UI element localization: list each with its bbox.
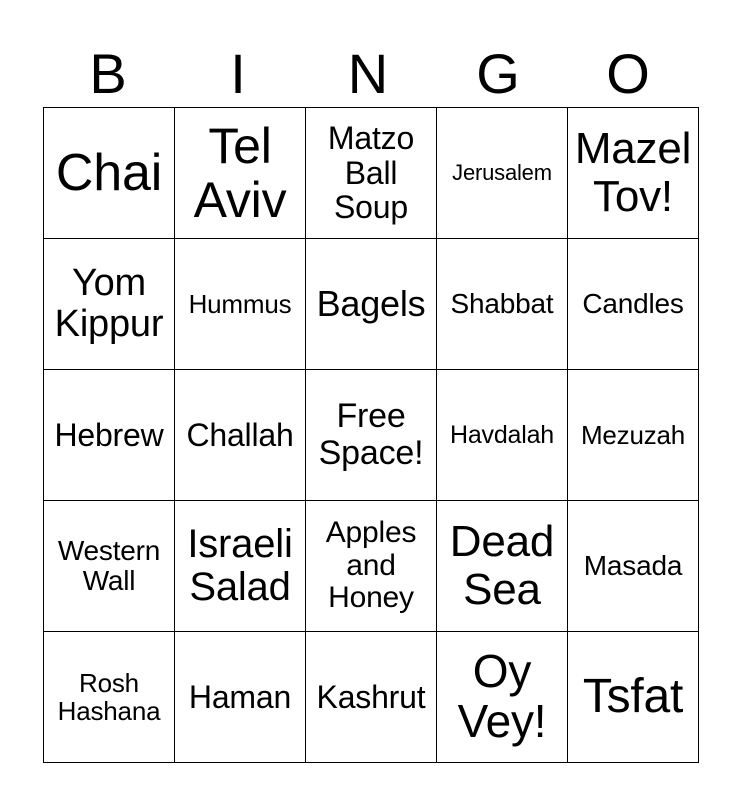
bingo-cell[interactable] <box>175 632 306 763</box>
cell-label: Tel Aviv <box>193 118 287 228</box>
bingo-cell[interactable] <box>568 370 699 501</box>
cell-label: Mezuzah <box>580 419 686 450</box>
bingo-cell[interactable] <box>568 108 699 239</box>
bingo-cell[interactable] <box>437 501 568 632</box>
bingo-cell[interactable] <box>437 632 568 763</box>
cell-label: Havdalah <box>449 420 555 449</box>
bingo-cell[interactable] <box>175 370 306 501</box>
bingo-cell[interactable] <box>437 239 568 370</box>
cell-label: Shabbat <box>450 287 554 319</box>
bingo-cell[interactable] <box>568 501 699 632</box>
bingo-board <box>43 107 699 763</box>
cell-label: Challah <box>186 416 294 453</box>
cell-label: Chai <box>55 143 163 202</box>
cell-label: Rosh Hashana <box>57 667 161 726</box>
header-letter-i: I <box>230 42 246 105</box>
board-row <box>44 239 699 370</box>
board-row <box>44 632 699 763</box>
bingo-cell[interactable] <box>44 108 175 239</box>
board-row <box>44 501 699 632</box>
bingo-cell[interactable] <box>437 370 568 501</box>
cell-label: Bagels <box>316 282 426 324</box>
cell-label: Israeli Salad <box>187 521 293 609</box>
cell-label: Mazel Tov! <box>574 124 692 221</box>
cell-label: Jerusalem <box>452 160 552 186</box>
header-letter-o: O <box>606 42 650 105</box>
cell-label: Haman <box>188 678 292 715</box>
bingo-cell[interactable] <box>175 501 306 632</box>
header-letter-b: B <box>89 42 127 105</box>
bingo-cell[interactable] <box>306 239 437 370</box>
free-space-cell[interactable] <box>306 370 437 501</box>
cell-label: Tsfat <box>582 670 684 724</box>
cell-label: Hummus <box>188 288 292 319</box>
board-row <box>44 370 699 501</box>
bingo-cell[interactable] <box>44 239 175 370</box>
cell-label: Yom Kippur <box>54 261 164 345</box>
cell-label: Oy Vey! <box>457 645 547 747</box>
bingo-cell[interactable] <box>175 108 306 239</box>
bingo-cell[interactable] <box>437 108 568 239</box>
bingo-cell[interactable] <box>306 501 437 632</box>
cell-label: Kashrut <box>316 678 426 715</box>
cell-label: Masada <box>583 549 683 581</box>
cell-label: Candles <box>582 287 684 319</box>
bingo-cell[interactable] <box>306 632 437 763</box>
bingo-cell[interactable] <box>44 632 175 763</box>
bingo-cell[interactable] <box>568 239 699 370</box>
cell-label: Western Wall <box>57 534 161 596</box>
cell-label: Matzo Ball Soup <box>327 120 415 226</box>
bingo-header <box>43 40 693 108</box>
header-letter-g: G <box>476 42 520 105</box>
bingo-cell[interactable] <box>306 108 437 239</box>
bingo-cell[interactable] <box>44 501 175 632</box>
bingo-cell[interactable] <box>44 370 175 501</box>
cell-label: Dead Sea <box>449 517 555 614</box>
cell-label: Hebrew <box>54 416 164 453</box>
cell-label: Free Space! <box>318 397 424 472</box>
bingo-cell[interactable] <box>568 632 699 763</box>
cell-label: Apples and Honey <box>325 516 417 615</box>
bingo-cell[interactable] <box>175 239 306 370</box>
board-row <box>44 108 699 239</box>
header-letter-n: N <box>347 42 389 105</box>
